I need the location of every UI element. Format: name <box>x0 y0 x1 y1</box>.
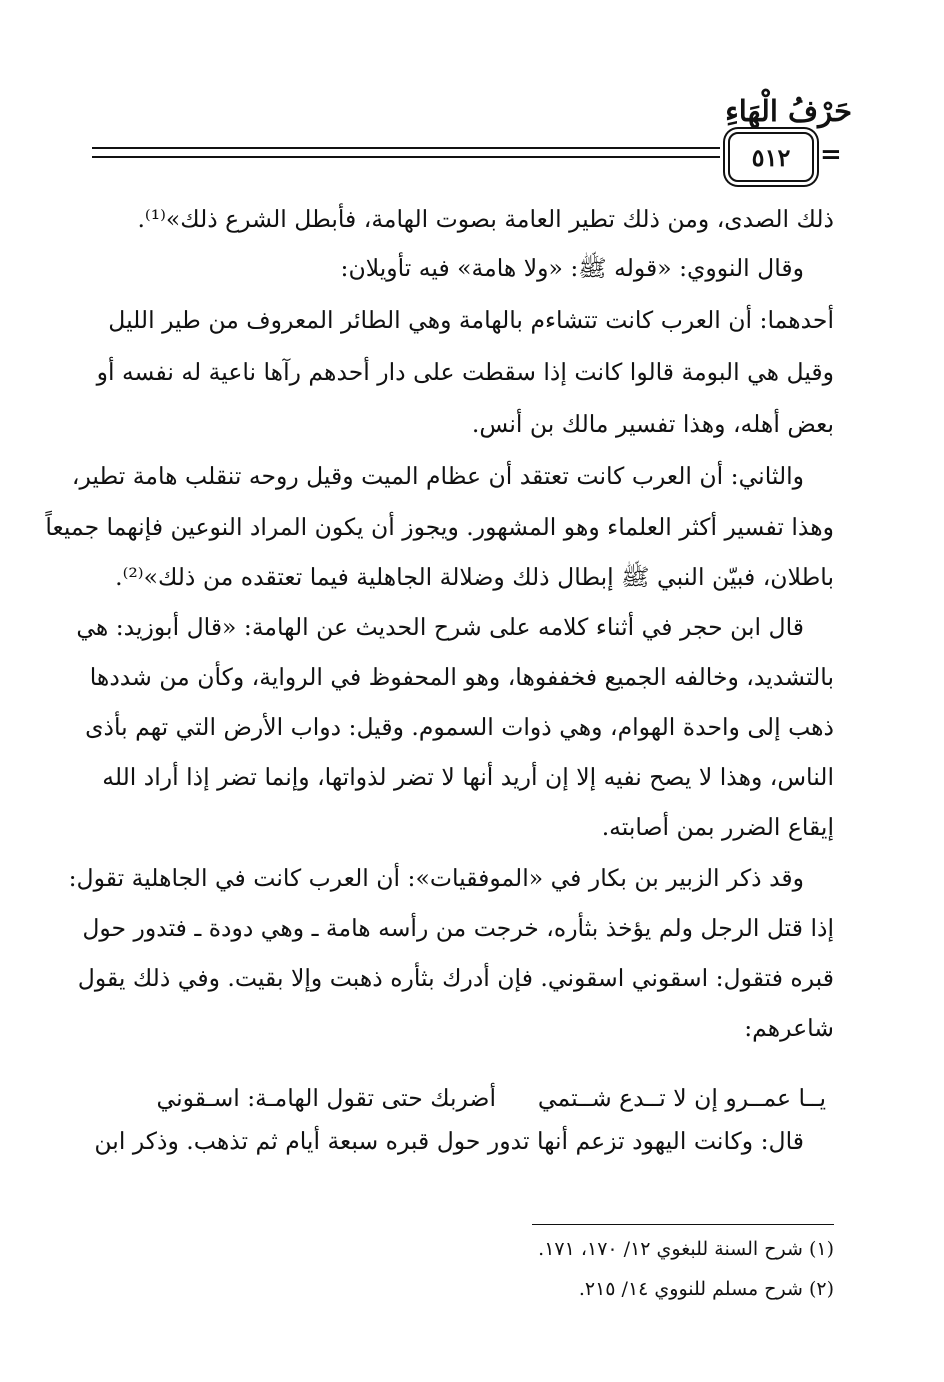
text-line-8: باطلان، فبيّن النبي ﷺ إبطال ذلك وضلالة الجاهلية فيما تعتقده من ذلك»⁽²⁾. <box>115 563 834 591</box>
text-line-14: وقد ذكر الزبير بن بكار في «الموفقيات»: أن العرب كانت في الجاهلية تقول: <box>68 864 804 892</box>
text-line-7: وهذا تفسير أكثر العلماء وهو المشهور. ويجوز أن يكون المراد النوعين فإنهما جميعاً <box>45 513 834 541</box>
text-line-3: أحدهما: أن العرب كانت تتشاءم بالهامة وهي الطائر المعروف من طير الليل <box>108 306 834 334</box>
header-marker: = <box>820 140 842 170</box>
text-line-16: قبره فتقول: اسقوني اسقوني. فإن أدرك بثأره ذهبت وإلا بقيت. وفي ذلك يقول <box>77 964 834 992</box>
text-line-15: إذا قتل الرجل ولم يؤخذ بثأره، خرجت من رأسه هامة ـ وهي دودة ـ فتدور حول <box>82 914 834 942</box>
page-number-text: ٥١٢ <box>751 142 791 172</box>
footnote-2: (٢) شرح مسلم للنووي ١٤/ ٢١٥. <box>578 1278 834 1300</box>
text-line-9: قال ابن حجر في أثناء كلامه على شرح الحديث عن الهامة: «قال أبوزيد: هي <box>76 613 804 641</box>
page-number <box>728 132 814 182</box>
text-line-10: بالتشديد، وخالفه الجميع فخففوها، وهو المحفوظ في الرواية، وكأن من شددها <box>89 663 834 691</box>
verse-second-hemistich: أضربك حتى تقول الهامـة: اسـقوني <box>156 1084 496 1112</box>
text-line-2: وقال النووي: «قوله ﷺ: «ولا هامة» فيه تأويلان: <box>340 254 804 282</box>
text-line-1: ذلك الصدى، ومن ذلك تطير العامة بصوت الهامة، فأبطل الشرع ذلك»⁽¹⁾. <box>137 205 834 233</box>
footnote-1: (١) شرح السنة للبغوي ١٢/ ١٧٠، ١٧١. <box>538 1238 834 1260</box>
text-line-13: إيقاع الضرر بمن أصابته. <box>601 813 834 841</box>
footnote-separator <box>532 1224 834 1225</box>
text-line-12: الناس، وهذا لا يصح نفيه إلا إن أريد أنها لا تضر لذواتها، وإنما تضر إذا أراد الله <box>102 763 834 791</box>
chapter-title: حَرْفُ الْهَاءِ <box>725 94 852 128</box>
text-line-5: بعض أهله، وهذا تفسير مالك بن أنس. <box>471 410 834 438</box>
text-line-11: ذهب إلى واحدة الهوام، وهي ذوات السموم. وقيل: دواب الأرض التي تهم بأذى <box>85 713 834 741</box>
text-line-17: شاعرهم: <box>744 1014 834 1042</box>
verse-first-hemistich: يــا عمــرو إن لا تــدع شــتمي <box>537 1084 826 1112</box>
text-line-6: والثاني: أن العرب كانت تعتقد أن عظام الميت وقيل روحه تنقلب هامة تطير، <box>71 462 804 490</box>
text-line-last: قال: وكانت اليهود تزعم أنها تدور حول قبره سبعة أيام ثم تذهب. وذكر ابن <box>94 1127 804 1155</box>
header-rule-top <box>92 147 720 149</box>
text-line-4: وقيل هي البومة قالوا كانت إذا سقطت على دار أحدهم رآها ناعية له نفسه أو <box>96 358 834 386</box>
header-rule-bottom <box>92 156 720 158</box>
